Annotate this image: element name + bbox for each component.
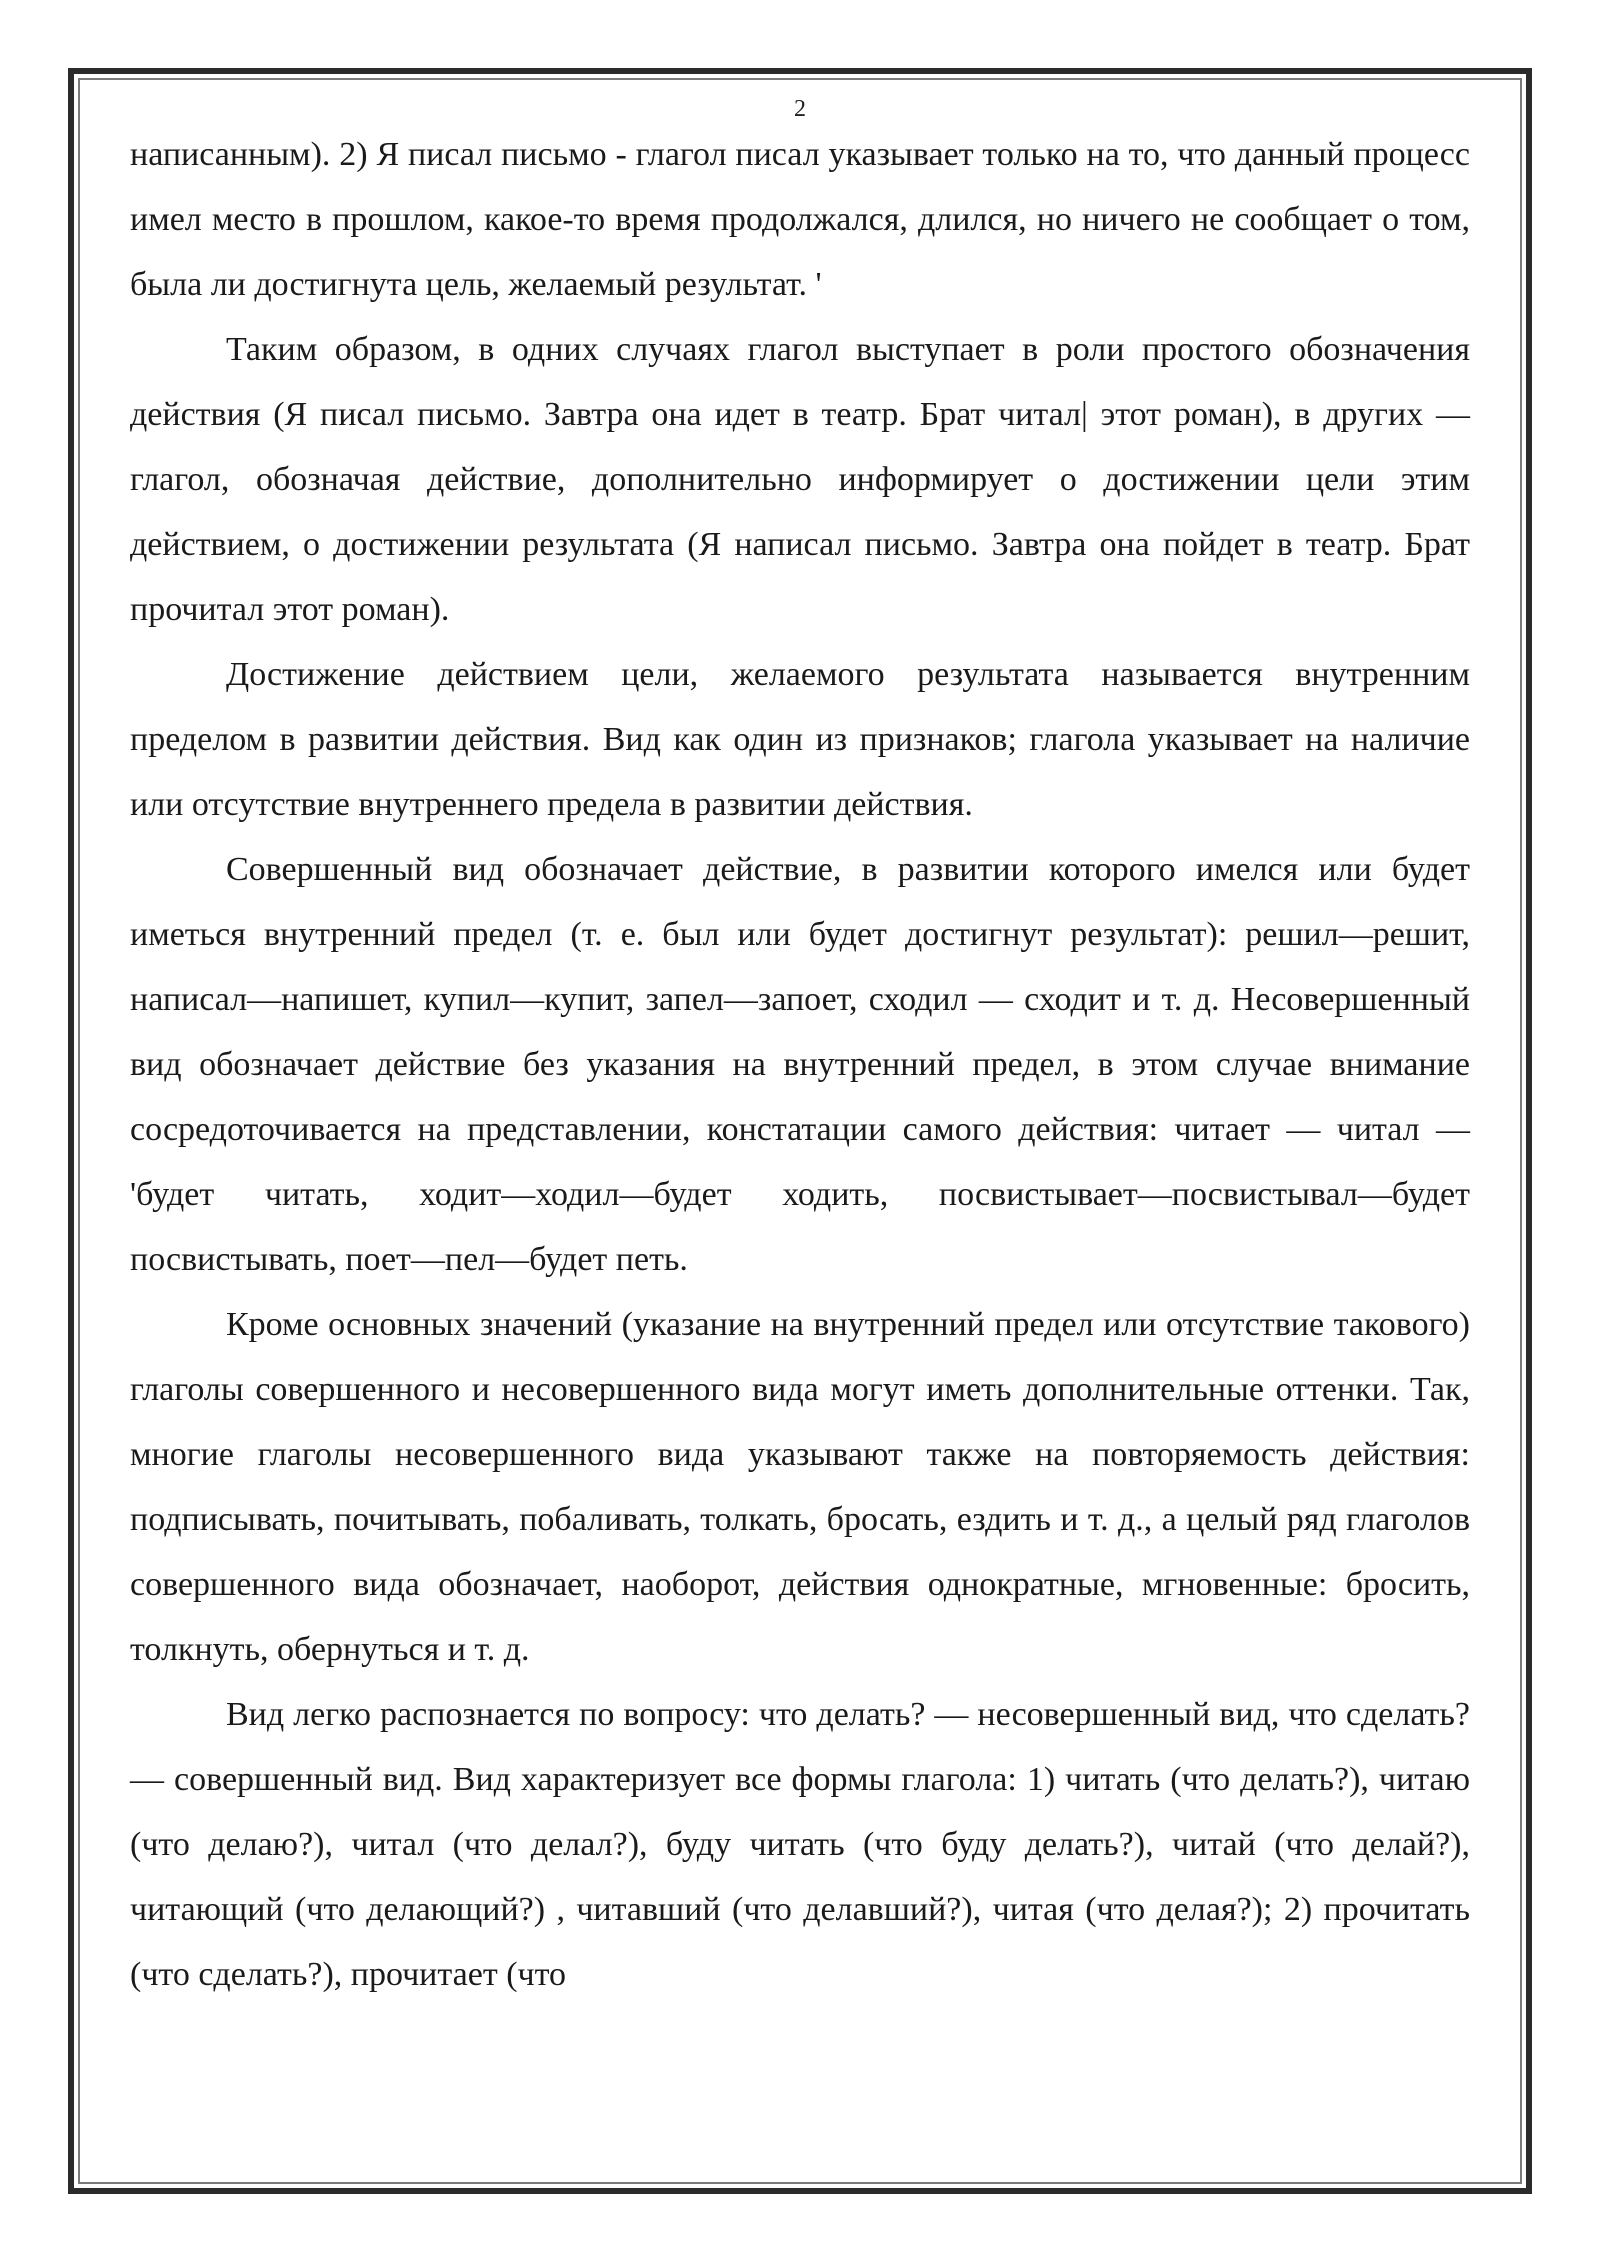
- paragraph-6: Вид легко распознается по вопросу: что делать? — несовершенный вид, что сделать? — совершенный вид. Вид характеризует все формы глагола: 1) читать (что делать?), читаю (что делаю?), читал (что делал?), буду читать (что буду делать?), читай (что делай?), читающий (что делающий?) , читавший (что делавший?), читая (что делая?); 2) прочитать (что сделать?), прочитает (что: [130, 1696, 1470, 1993]
- paragraph-2: Таким образом, в одних случаях глагол выступает в роли простого обозначения действия (Я писал письмо. Завтра она идет в театр. Брат читал| этот роман), в других — глагол, обозначая действие, дополнительно информирует о достижении цели этим действием, о достижении результата (Я написал письмо. Завтра она пойдет в театр. Брат прочитал этот роман).: [130, 331, 1470, 628]
- paragraph-3: Достижение действием цели, желаемого результата называется внутренним пределом в развитии действия. Вид как один из признаков; глагола указывает на наличие или отсутствие внутреннего предела в развитии действия.: [130, 656, 1470, 823]
- paragraph-4: Совершенный вид обозначает действие, в развитии которого имелся или будет иметься внутренний предел (т. е. был или будет достигнут результат): решил—решит, написал—напишет, купил—купит, запел—запоет, сходил — сходит и т. д. Несовершенный вид обозначает действие без указания на внутренний предел, в этом случае внимание сосредоточивается на представлении, констатации самого действия: читает — читал — 'будет читать, ходит—ходил—будет ходить, посвистывает—посвистывал—будет посвистывать, поет—пел—будет петь.: [130, 851, 1470, 1278]
- page-number: 2: [794, 96, 806, 122]
- paragraph-5: Кроме основных значений (указание на внутренний предел или отсутствие такового) глаголы совершенного и несовершенного вида могут иметь дополнительные оттенки. Так, многие глаголы несовершенного вида указывают также на повторяемость действия: подписывать, почитывать, побаливать, толкать, бросать, ездить и т. д., а целый ряд глаголов совершенного вида обозначает, наоборот, действия однократные, мгновенные: бросить, толкнуть, обернуться и т. д.: [130, 1306, 1470, 1668]
- document-body: [130, 122, 1470, 2007]
- paragraph-1: написанным). 2) Я писал письмо - глагол писал указывает только на то, что данный процесс имел место в прошлом, какое-то время продолжался, длился, но ничего не сообщает о том, была ли достигнута цель, желаемый результат. ': [130, 136, 1470, 303]
